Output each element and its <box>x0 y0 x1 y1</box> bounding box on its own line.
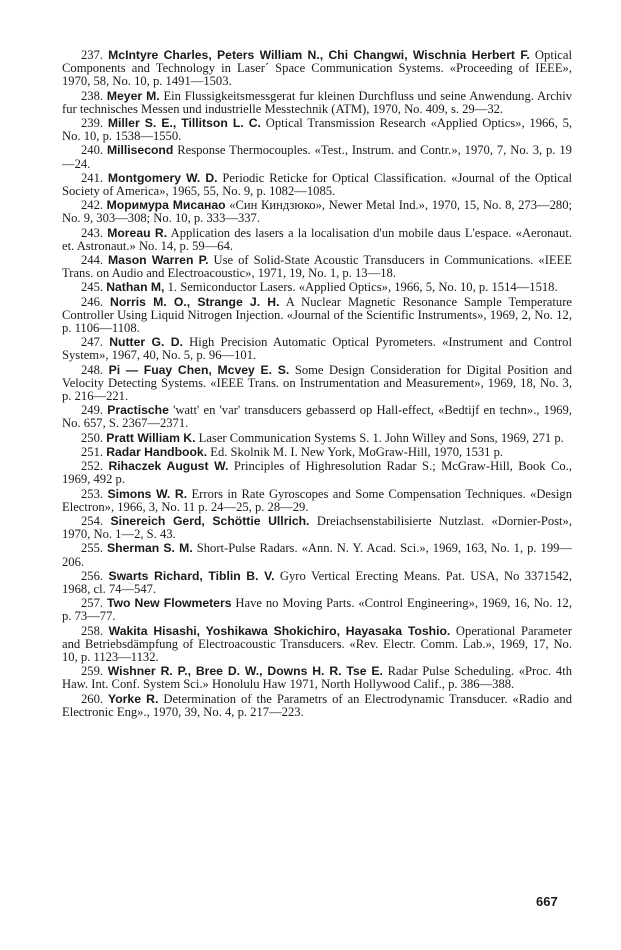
reference-authors: Mason Warren P. <box>108 253 209 268</box>
reference-authors: Yorke R. <box>108 691 159 706</box>
reference-details: Laser Communication Systems S. 1. John Willey and Sons, 1969, 271 p. <box>198 430 564 445</box>
reference-entry <box>62 336 572 362</box>
reference-details: Periodic Reticke for Optical Classification. «Journal of the Optical Society of America», 1965, 55, No. 9, p. 1082—1085. <box>62 170 573 199</box>
reference-number: 248. <box>81 362 104 377</box>
reference-entry <box>62 90 572 116</box>
reference-entry <box>62 570 572 596</box>
reference-authors: Norris M. O., Strange J. H. <box>110 294 280 309</box>
reference-list <box>62 49 572 720</box>
reference-number: 251. <box>81 444 104 459</box>
reference-details: «Син Киндзюко», Newer Metal Ind.», 1970, 15, No. 8, 273—280; No. 9, 303—308; No. 10, p. 333—337. <box>62 198 572 226</box>
reference-number: 254. <box>81 513 104 528</box>
reference-entry <box>62 488 572 514</box>
reference-authors: Montgomery W. D. <box>107 170 218 185</box>
reference-details: 'watt' en 'var' transducers gebasserd op Hall-effect, «Bedtijf en techn»., 1969, No. 657, S. 2367—2371. <box>62 403 573 431</box>
reference-entry <box>62 364 572 404</box>
reference-number: 238. <box>81 88 104 103</box>
page-number: 667 <box>536 894 558 909</box>
reference-entry <box>62 49 572 89</box>
reference-authors: Nathan M, <box>106 280 165 295</box>
reference-details: Ed. Skolnik M. I. New York, MoGraw-Hill, 1970, 1531 p. <box>210 444 504 459</box>
reference-details: Radar Pulse Scheduling. «Proc. 4th Haw. Int. Conf. System Sci.» Honolulu Haw 1971, North Hollywood Calif., p. 386—388. <box>62 664 572 692</box>
reference-authors: Moreau R. <box>107 225 168 240</box>
reference-details: High Precision Automatic Optical Pyrometers. «Instrument and Control System», 1967, 40, No. 5, p. 96—101. <box>62 335 572 363</box>
reference-entry <box>62 432 572 445</box>
reference-details: A Nuclear Magnetic Resonance Sample Temperature Controller Using Liquid Nitrogen Injection. «Journal of the Scientific Instruments», 1969, 2, No. 12, p. 1106—1108. <box>62 294 572 336</box>
reference-entry <box>62 515 572 541</box>
reference-entry <box>62 117 572 143</box>
reference-details: Optical Transmission Research «Applied Optics», 1966, 5, No. 10, p. 1538—1550. <box>62 116 573 144</box>
reference-details: Errors in Rate Gyroscopes and Some Compensation Techniques. «Design Electron», 1966, 3, No. 11 p. 24—25, p. 28—29. <box>62 486 573 514</box>
reference-entry <box>62 446 572 459</box>
reference-authors: Two New Flowmeters <box>106 596 232 611</box>
reference-entry <box>62 254 572 280</box>
reference-entry <box>62 296 572 336</box>
reference-details: Optical Components and Technology in Laser´ Space Communication Systems. «Proceeding of IEEE», 1970, 58, No. 10, p. 1491—1503. <box>62 48 572 89</box>
reference-entry <box>62 625 572 665</box>
reference-details: Principles of Highresolution Radar S.; McGraw-Hill, Book Co., 1969, 492 p. <box>62 459 572 487</box>
reference-details: Application des lasers a la localisation d'un mobile daus L'espace. «Aeronaut. et. Astronaut.» No. 14, p. 59—64. <box>62 225 572 253</box>
reference-entry <box>62 542 572 568</box>
reference-number: 237. <box>81 48 104 62</box>
reference-authors: Nutter G. D. <box>109 335 183 350</box>
reference-entry <box>62 665 572 691</box>
reference-details: Gyro Vertical Erecting Means. Pat. USA, No 3371542, 1968, cl. 74—547. <box>62 568 572 596</box>
reference-number: 255. <box>81 541 104 556</box>
reference-number: 244. <box>81 253 104 268</box>
reference-authors: Wakita Hisashi, Yoshikawa Shokichiro, Hayasaka Toshio. <box>108 623 451 638</box>
reference-details: 1. Semiconductor Lasers. «Applied Optics», 1966, 5, No. 10, p. 1514—1518. <box>167 280 558 295</box>
reference-entry <box>62 227 572 253</box>
reference-authors: Simons W. R. <box>107 486 188 501</box>
reference-details: Ein Flussigkeitsmessgerat fur kleinen Durchfluss und seine Anwendung. Archiv fur technisches Messen und industrielle Messtechnik (ATM), 1970, No. 409, s. 29—32. <box>62 88 572 116</box>
reference-details: Some Design Consideration for Digital Position and Velocity Detecting Systems. «IEEE Trans. on Instrumentation and Measurement», 1969, 18, No. 3, p. 216—221. <box>62 362 572 404</box>
reference-entry <box>62 281 572 294</box>
reference-authors: Radar Handbook. <box>106 444 208 459</box>
reference-authors: McIntyre Charles, Peters William N., Chi Changwi, Wischnia Herbert F. <box>108 48 530 62</box>
reference-authors: Swarts Richard, Tiblin B. V. <box>108 568 275 583</box>
reference-authors: Моримура Мисанао <box>106 198 226 213</box>
reference-number: 247. <box>81 335 104 350</box>
reference-details: Dreiachsenstabilisierte Nutzlast. «Dornier-Post», 1970, No. 1—2, S. 43. <box>62 513 572 542</box>
reference-authors: Millisecond <box>106 143 174 158</box>
reference-number: 252. <box>81 459 104 474</box>
reference-details: Operational Parameter and Betriebsdämpfung of Electroacoustic Transducers. «Rev. Electr. Comm. Lab.», 1969, 17, No. 10, p. 1123—1132. <box>62 623 573 664</box>
reference-authors: Meyer M. <box>106 88 160 103</box>
reference-number: 256. <box>81 568 104 583</box>
reference-details: Determination of the Parametrs of an Electrodynamic Transducer. «Radio and Electronic Eng»., 1970, 39, No. 4, p. 217—223. <box>62 691 573 719</box>
reference-number: 258. <box>81 623 104 638</box>
reference-number: 249. <box>81 403 104 418</box>
reference-entry <box>62 172 572 198</box>
reference-number: 260. <box>81 691 104 706</box>
reference-authors: Miller S. E., Tillitson L. C. <box>107 116 261 131</box>
reference-details: Short-Pulse Radars. «Ann. N. Y. Acad. Sci.», 1969, 163, No. 1, p. 199—206. <box>62 541 573 569</box>
reference-number: 243. <box>81 225 104 240</box>
reference-entry <box>62 199 572 225</box>
reference-details: Use of Solid-State Acoustic Transducers in Communications. «IEEE Trans. on Audio and Electroacoustic», 1971, 19, No. 1, p. 13—18. <box>62 253 572 281</box>
reference-details: Response Thermocouples. «Test., Instrum. and Contr.», 1970, 7, No. 3, p. 19—24. <box>62 143 572 171</box>
reference-authors: Wishner R. P., Bree D. W., Downs H. R. Tse E. <box>107 664 383 679</box>
reference-entry <box>62 597 572 623</box>
reference-authors: Sherman S. M. <box>107 541 193 556</box>
reference-entry <box>62 404 572 430</box>
reference-authors: Rihaczek August W. <box>108 459 229 474</box>
reference-number: 239. <box>81 116 104 131</box>
reference-number: 245. <box>81 280 104 295</box>
reference-number: 253. <box>81 486 104 501</box>
reference-number: 250. <box>81 430 104 445</box>
reference-authors: Pi — Fuay Chen, Mcvey E. S. <box>108 362 290 377</box>
reference-number: 246. <box>81 294 104 309</box>
reference-authors: Pratt William K. <box>106 430 196 445</box>
reference-number: 242. <box>81 198 104 213</box>
reference-authors: Sinereich Gerd, Schöttie Ullrich. <box>110 513 310 528</box>
reference-number: 259. <box>81 664 104 679</box>
reference-details: Have no Moving Parts. «Control Engineering», 1969, 16, No. 12, p. 73—77. <box>62 596 572 624</box>
reference-entry <box>62 693 572 719</box>
reference-number: 240. <box>81 143 104 158</box>
reference-number: 257. <box>81 596 104 611</box>
reference-entry <box>62 144 572 170</box>
reference-entry <box>62 460 572 486</box>
reference-authors: Practische <box>107 403 169 418</box>
reference-number: 241. <box>81 170 104 185</box>
